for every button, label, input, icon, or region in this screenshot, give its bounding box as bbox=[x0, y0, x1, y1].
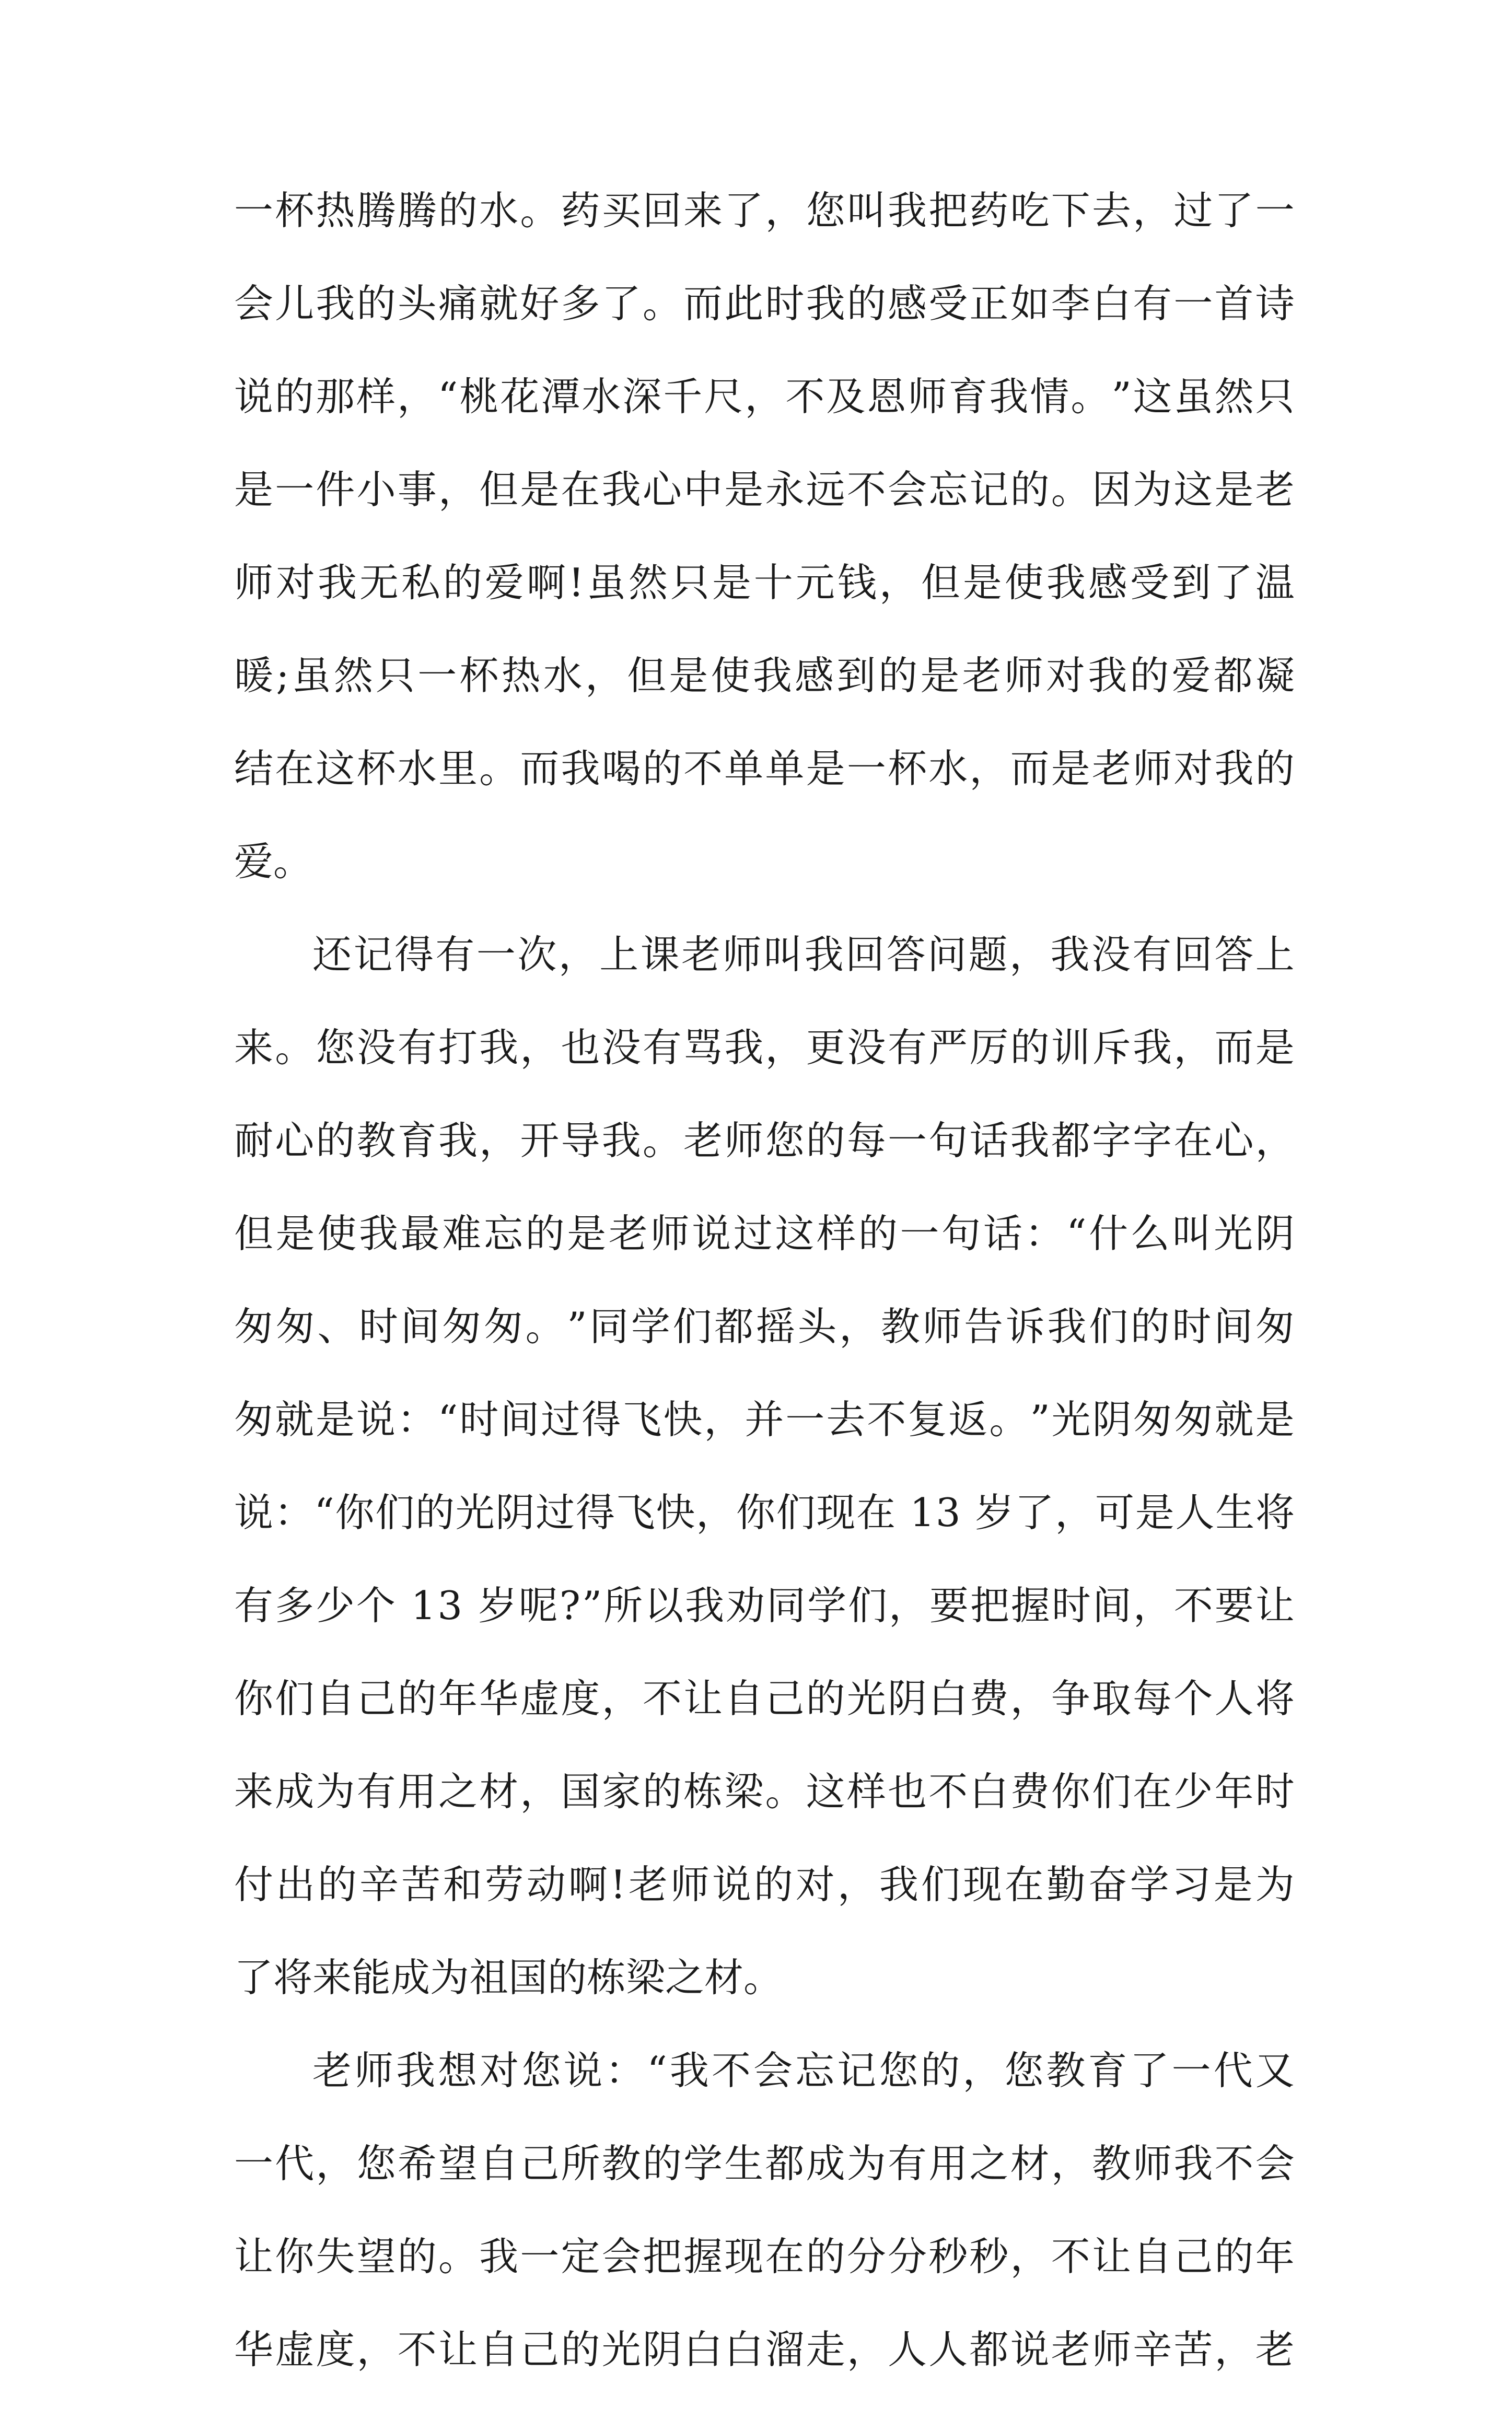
text-line: 暖 ; 虽 然 只 一 杯 热 水 ， 但 是 使 我 感 到 的 是 老 师 对 我 的 爱 都 凝 bbox=[234, 653, 1295, 699]
paragraph-first-line: 还 记 得 有 一 次 ， 上 课 老 师 叫 我 回 答 问 题 ， 我 没 有 回 答 上 bbox=[312, 932, 1295, 978]
text-line: 有 多 少 个 1 3 岁 呢 ? ” 所 以 我 劝 同 学 们 ， 要 把 握 时 间 ， 不 要 让 bbox=[234, 1583, 1295, 1629]
body-text bbox=[234, 187, 1295, 2419]
text-line: 一 代 ， 您 希 望 自 己 所 教 的 学 生 都 成 为 有 用 之 材 ， 教 师 我 不 会 bbox=[234, 2141, 1295, 2187]
text-line: 付 出 的 辛 苦 和 劳 动 啊 ! 老 师 说 的 对 ， 我 们 现 在 勤 奋 学 习 是 为 bbox=[234, 1862, 1295, 1908]
text-line: 让 你 失 望 的 。 我 一 定 会 把 握 现 在 的 分 分 秒 秒 ， 不 让 自 己 的 年 bbox=[234, 2234, 1295, 2280]
text-line: 匆 就 是 说 ： “ 时 间 过 得 飞 快 ， 并 一 去 不 复 返 。 ” 光 阴 匆 匆 就 是 bbox=[234, 1397, 1295, 1443]
text-line: 耐 心 的 教 育 我 ， 开 导 我 。 老 师 您 的 每 一 句 话 我 都 字 字 在 心 ， bbox=[234, 1118, 1295, 1164]
text-line: 会 儿 我 的 头 痛 就 好 多 了 。 而 此 时 我 的 感 受 正 如 李 白 有 一 首 诗 bbox=[234, 281, 1295, 327]
text-line: 说 ： “ 你 们 的 光 阴 过 得 飞 快 ， 你 们 现 在 1 3 岁 了 ， 可 是 人 生 将 bbox=[234, 1490, 1295, 1536]
text-line: 结 在 这 杯 水 里 。 而 我 喝 的 不 单 单 是 一 杯 水 ， 而 是 老 师 对 我 的 bbox=[234, 746, 1295, 792]
paragraph-first-line: 老 师 我 想 对 您 说 ： “ 我 不 会 忘 记 您 的 ， 您 教 育 了 一 代 又 bbox=[312, 2048, 1295, 2094]
text-line: 师 对 我 无 私 的 爱 啊 ! 虽 然 只 是 十 元 钱 ， 但 是 使 我 感 受 到 了 温 bbox=[234, 560, 1295, 606]
text-line: 来 成 为 有 用 之 材 ， 国 家 的 栋 梁 。 这 样 也 不 白 费 你 们 在 少 年 时 bbox=[234, 1769, 1295, 1815]
text-line: 一 杯 热 腾 腾 的 水 。 药 买 回 来 了 ， 您 叫 我 把 药 吃 下 去 ， 过 了 一 bbox=[234, 188, 1295, 234]
text-line: 来 。 您 没 有 打 我 ， 也 没 有 骂 我 ， 更 没 有 严 厉 的 训 斥 我 ， 而 是 bbox=[234, 1025, 1295, 1071]
paragraph-end-line: 了将来能成为祖国的栋梁之材。 bbox=[234, 1955, 783, 2001]
text-line: 是 一 件 小 事 ， 但 是 在 我 心 中 是 永 远 不 会 忘 记 的 。 因 为 这 是 老 bbox=[234, 467, 1295, 513]
text-line: 华 虚 度 ， 不 让 自 己 的 光 阴 白 白 溜 走 ， 人 人 都 说 老 师 辛 苦 ， 老 bbox=[234, 2327, 1295, 2373]
text-line: 你 们 自 己 的 年 华 虚 度 ， 不 让 自 己 的 光 阴 白 费 ， 争 取 每 个 人 将 bbox=[234, 1676, 1295, 1722]
text-line: 但 是 使 我 最 难 忘 的 是 老 师 说 过 这 样 的 一 句 话 ： “ 什 么 叫 光 阴 bbox=[234, 1211, 1295, 1257]
text-line: 说 的 那 样 ， “ 桃 花 潭 水 深 千 尺 ， 不 及 恩 师 育 我 情 。 ” 这 虽 然 只 bbox=[234, 374, 1295, 420]
paragraph-end-line: 爱。 bbox=[234, 839, 313, 885]
text-line: 匆 匆 、 时 间 匆 匆 。 ” 同 学 们 都 摇 头 ， 教 师 告 诉 我 们 的 时 间 匆 bbox=[234, 1304, 1295, 1350]
